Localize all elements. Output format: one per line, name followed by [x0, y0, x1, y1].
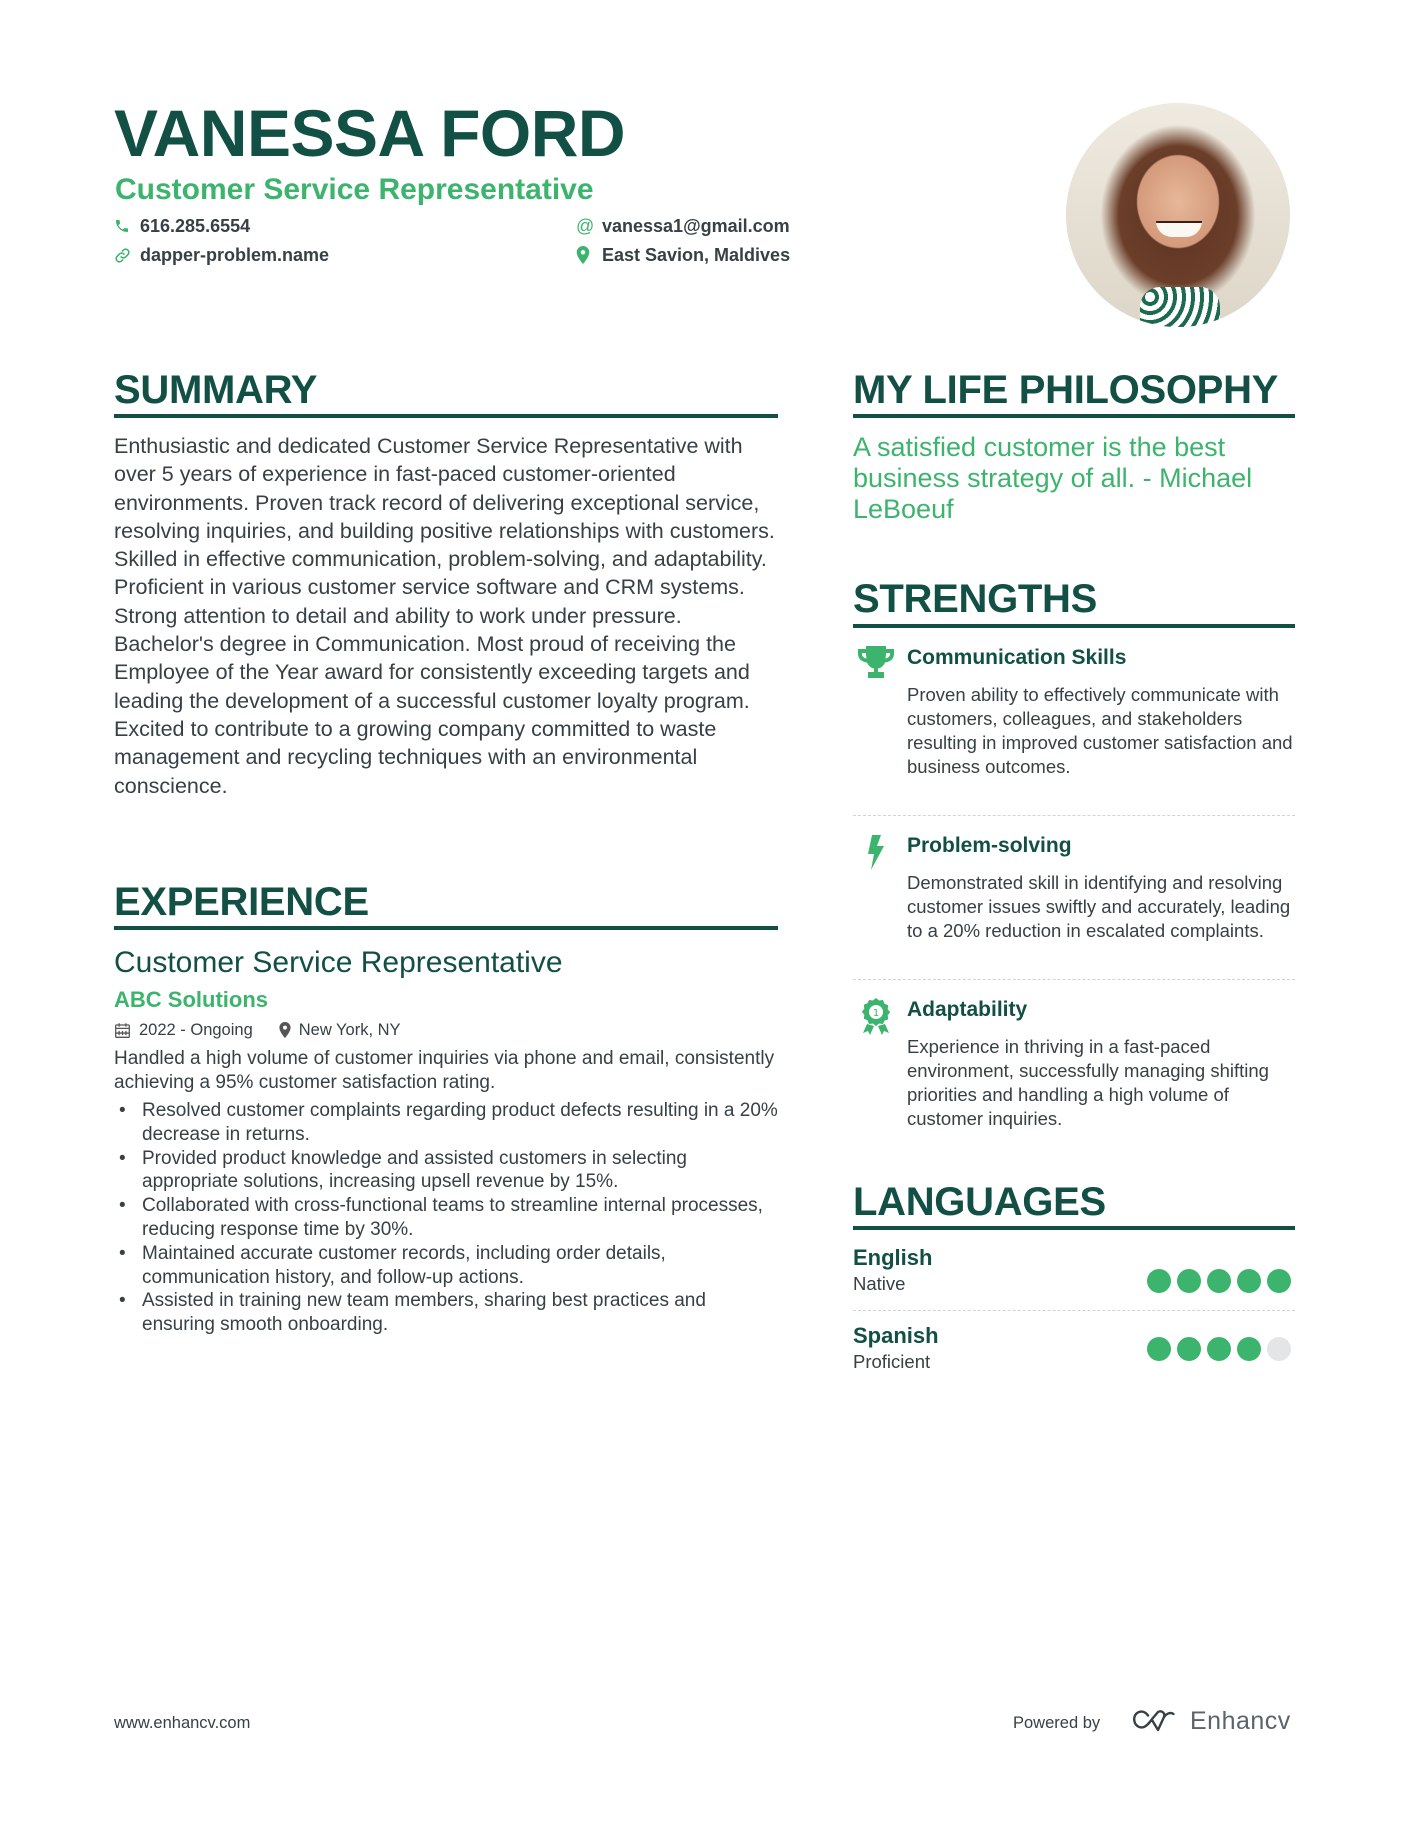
section-divider [853, 624, 1295, 628]
strength-description: Demonstrated skill in identifying and resolving customer issues swiftly and accurately, leading to a 20% reduction in escalated complaints. [907, 872, 1291, 941]
job-location: New York, NY [298, 1021, 401, 1039]
profile-photo [1066, 103, 1290, 327]
section-title-summary: SUMMARY [114, 368, 318, 412]
item-divider [853, 1310, 1295, 1311]
award-ribbon-icon [857, 997, 895, 1033]
strength-title: Communication Skills [907, 646, 1127, 669]
contact-location [576, 244, 790, 266]
strength-description: Experience in thriving in a fast-paced environment, successfully managing shifting priorities and handling a high volume of customer inquiries. [907, 1036, 1269, 1129]
contact-phone [114, 215, 250, 237]
strength-item [853, 645, 1295, 805]
svg-text:1: 1 [872, 1008, 880, 1019]
at-sign-icon: @ [576, 216, 595, 236]
job-title: Customer Service Representative [114, 946, 563, 979]
trophy-icon [857, 645, 895, 681]
job-meta [114, 1019, 401, 1041]
job-bullet: • Assisted in training new team members, sharing best practices and ensuring smooth onboarding. [114, 1289, 784, 1337]
language-level: Proficient [853, 1351, 931, 1372]
job-dates: 2022 - Ongoing [139, 1021, 253, 1039]
section-divider [853, 414, 1295, 418]
rating-dot-empty [1267, 1337, 1291, 1361]
section-divider [114, 926, 778, 930]
rating-dot-filled [1237, 1337, 1261, 1361]
job-bullet: • Resolved customer complaints regarding product defects resulting in a 20% decrease in returns. [114, 1099, 784, 1147]
email-value[interactable]: vanessa1@gmail.com [602, 216, 790, 236]
rating-dot-filled [1237, 1269, 1261, 1293]
location-value: East Savion, Maldives [602, 245, 791, 265]
philosophy-quote: A satisfied customer is the best business strategy of all. - Michael LeBoeuf [853, 432, 1253, 524]
item-divider [853, 979, 1295, 980]
strength-item [853, 833, 1295, 973]
language-level: Native [853, 1273, 906, 1294]
rating-dot-filled [1207, 1337, 1231, 1361]
phone-value: 616.285.6554 [140, 216, 251, 236]
language-rating [1147, 1337, 1291, 1361]
map-pin-icon [279, 1022, 291, 1038]
job-bullet: • Provided product knowledge and assisted customers in selecting appropriate solutions, increasing upsell revenue by 15%. [114, 1147, 784, 1195]
powered-by-label: Powered by [1013, 1714, 1101, 1732]
strength-description: Proven ability to effectively communicate with customers, colleagues, and stakeholders resulting in improved customer satisfaction and business outcomes. [907, 684, 1293, 777]
job-bullet: • Maintained accurate customer records, including order details, communication history, and follow-up actions. [114, 1242, 784, 1290]
rating-dot-filled [1177, 1269, 1201, 1293]
photo-detail [1140, 287, 1220, 327]
candidate-headline: Customer Service Representative [115, 173, 594, 206]
lightning-icon [857, 833, 895, 869]
language-rating [1147, 1269, 1291, 1293]
rating-dot-filled [1177, 1337, 1201, 1361]
footer-website-link[interactable]: www.enhancv.com [114, 1714, 251, 1732]
photo-detail [1156, 221, 1202, 237]
strength-title: Problem-solving [907, 834, 1072, 857]
rating-dot-filled [1207, 1269, 1231, 1293]
job-bullets [114, 1099, 784, 1337]
rating-dot-filled [1147, 1337, 1171, 1361]
job-description: Handled a high volume of customer inquiries via phone and email, consistently achieving a 95% customer satisfaction rating. [114, 1048, 775, 1093]
job-bullet: • Collaborated with cross-functional teams to streamline internal processes, reducing response time by 30%. [114, 1194, 784, 1242]
rating-dot-filled [1147, 1269, 1171, 1293]
section-divider [853, 1226, 1295, 1230]
enhancv-brand[interactable]: Enhancv [1190, 1707, 1291, 1735]
section-title-languages: LANGUAGES [853, 1180, 1106, 1224]
candidate-name: VANESSA FORD [114, 96, 626, 170]
job-company: ABC Solutions [114, 987, 268, 1012]
section-title-strengths: STRENGTHS [853, 577, 1097, 621]
contact-email[interactable] [576, 215, 790, 237]
language-name: English [853, 1245, 933, 1270]
strength-item [853, 997, 1295, 1137]
enhancv-logo-icon[interactable] [1131, 1708, 1181, 1734]
link-icon [114, 247, 136, 264]
section-title-philosophy: MY LIFE PHILOSOPHY [853, 368, 1279, 412]
calendar-icon [114, 1022, 131, 1039]
strength-title: Adaptability [907, 998, 1028, 1021]
section-title-experience: EXPERIENCE [114, 880, 369, 924]
item-divider [853, 815, 1295, 816]
rating-dot-filled [1267, 1269, 1291, 1293]
phone-icon [114, 218, 136, 234]
summary-text: Enthusiastic and dedicated Customer Service Representative with over 5 years of experience in fast-paced customer-oriented environments. Proven track record of delivering exceptional service, resolving inquiries, and building positive relationships with customers. Skilled in effective communication, problem-solving, and adaptability. Proficient in various customer service software and CRM systems. Strong attention to detail and ability to work under pressure. Bachelor's degree in Communication. Most proud of receiving the Employee of the Year award for consistently exceeding targets and leading the development of a successful customer loyalty program. Excited to contribute to a growing company committed to waste management and recycling techniques with an environmental conscience. [114, 434, 775, 798]
language-name: Spanish [853, 1323, 939, 1348]
map-pin-icon [576, 246, 598, 264]
contact-website[interactable] [114, 244, 329, 266]
section-divider [114, 414, 778, 418]
website-value[interactable]: dapper-problem.name [140, 245, 330, 265]
